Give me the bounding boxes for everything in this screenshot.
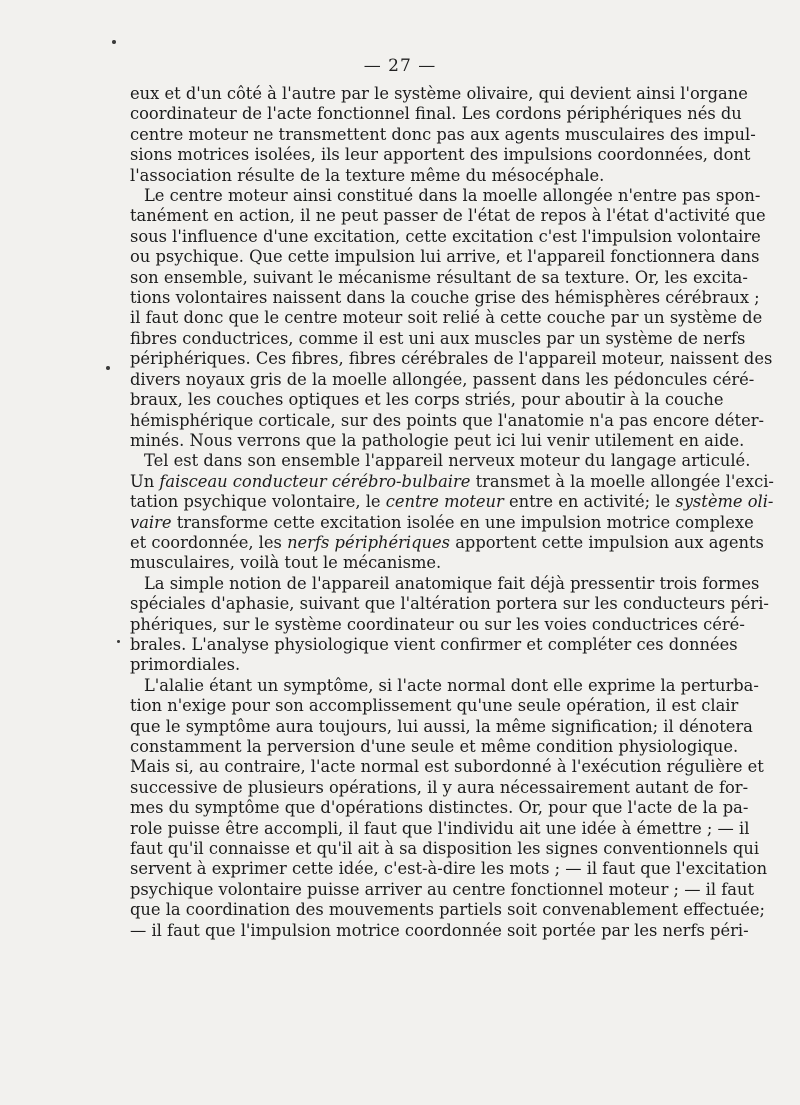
text-run: transforme cette excitation isolée en une impulsion motrice complexe — [171, 512, 754, 532]
text-run: Un — [130, 471, 160, 491]
italic-term: nerfs périphériques — [287, 532, 451, 552]
text-line: périphériques. Ces fibres, fibres cérébrales de l'appareil moteur, naissent des — [130, 349, 773, 369]
text-line: son ensemble, suivant le mécanisme résultant de sa texture. Or, les excita- — [130, 267, 748, 287]
text-line — [130, 451, 751, 471]
text-line: divers noyaux gris de la moelle allongée, passent dans les pédoncules céré- — [130, 369, 755, 389]
text-line: eux et d'un côté à l'autre par le système olivaire, qui devient ainsi l'organe — [130, 84, 748, 103]
text-line: Le centre moteur ainsi constitué dans la moelle allongée n'entre pas spon- — [144, 186, 761, 206]
text-line: role puisse être accompli, il faut que l'individu ait une idée à émettre ; — il — [130, 818, 750, 838]
text-line: psychique volontaire puisse arriver au centre fonctionnel moteur ; — il faut — [130, 879, 755, 899]
italic-term: système oli- — [675, 492, 774, 512]
italic-term: vaire — [130, 512, 172, 532]
text-line: Mais si, au contraire, l'acte normal est subordonné à l'exécution régulière et — [130, 757, 764, 777]
text-line: hémisphérique corticale, sur des points que l'anatomie n'a pas encore déter- — [130, 410, 764, 430]
text-line: phériques, sur le système coordinateur ou sur les voies conductrices céré- — [130, 614, 745, 634]
text-line: brales. L'analyse physiologique vient confirmer et compléter ces données — [130, 634, 738, 654]
text-line: tions volontaires naissent dans la couche grise des hémisphères cérébraux ; — [130, 288, 760, 308]
page-number: — 27 — — [363, 56, 437, 76]
italic-term: centre moteur — [385, 492, 504, 512]
text-line: L'alalie étant un symptôme, si l'acte normal dont elle exprime la perturba- — [144, 675, 759, 695]
text-run: apportent cette impulsion aux agents — [450, 532, 764, 552]
text-line: l'association résulte de la texture même du mésocéphale. — [130, 165, 605, 185]
text-line — [130, 532, 764, 553]
paragraph — [130, 84, 756, 186]
text-run: entre en activité; le — [503, 492, 676, 512]
text-line: que le symptôme aura toujours, lui aussi, la même signification; il dénotera — [130, 716, 753, 736]
text-line: fibres conductrices, comme il est uni aux muscles par un système de nerfs — [130, 328, 746, 348]
margin-dot — [106, 366, 110, 370]
text-run: musculaires, voilà tout le mécanisme. — [130, 553, 442, 573]
paragraph — [130, 675, 768, 941]
text-line: centre moteur ne transmettent donc pas aux agents musculaires des impul- — [130, 124, 756, 144]
text-line — [130, 512, 754, 533]
text-line: La simple notion de l'appareil anatomique fait déjà pressentir trois formes — [144, 573, 760, 593]
text-line: il faut donc que le centre moteur soit relié à cette couche par un système de — [130, 308, 763, 328]
text-line: que la coordination des mouvements partiels soit convenablement effectuée; — [130, 900, 765, 920]
text-line: constamment la perversion d'une seule et même condition physiologique. — [130, 737, 739, 756]
text-run: et coordonnée, les — [130, 532, 288, 552]
text-line: sous l'influence d'une excitation, cette excitation c'est l'impulsion volontaire — [130, 226, 761, 246]
text-line: servent à exprimer cette idée, c'est-à-dire les mots ; — il faut que l'excitation — [130, 859, 768, 879]
text-line: — il faut que l'impulsion motrice coordonnée soit portée par les nerfs péri- — [130, 920, 749, 940]
text-line — [130, 553, 692, 573]
text-line: minés. Nous verrons que la pathologie peut ici lui venir utilement en aide. — [130, 430, 745, 450]
text-run: transmet à la moelle allongée l'exci- — [470, 471, 774, 491]
margin-dot — [117, 640, 120, 643]
paragraph — [130, 186, 773, 451]
text-run: tation psychique volontaire, le — [130, 492, 386, 512]
text-line: sions motrices isolées, ils leur apportent des impulsions coordonnées, dont — [130, 145, 751, 165]
text-line — [130, 492, 774, 512]
italic-term: faisceau conducteur cérébro-bulbaire — [159, 471, 471, 491]
text-line: spéciales d'aphasie, suivant que l'altération portera sur les conducteurs péri- — [130, 594, 769, 614]
text-line: successive de plusieurs opérations, il y aura nécessairement autant de for- — [130, 777, 749, 797]
text-line: tion n'exige pour son accomplissement qu'une seule opération, il est clair — [130, 696, 739, 716]
text-line: coordinateur de l'acte fonctionnel final. Les cordons périphériques nés du — [130, 104, 742, 124]
text-line: faut qu'il connaisse et qu'il ait à sa disposition les signes conventionnels qui — [130, 839, 760, 859]
body-text — [130, 84, 774, 941]
paragraph — [130, 573, 769, 676]
text-line — [130, 471, 774, 492]
text-line: tanément en action, il ne peut passer de l'état de repos à l'état d'activité que — [130, 206, 766, 226]
text-line: mes du symptôme que d'opérations distinctes. Or, pour que l'acte de la pa- — [130, 798, 749, 818]
text-line: ou psychique. Que cette impulsion lui arrive, et l'appareil fonctionnera dans — [130, 247, 760, 267]
text-line: primordiales. — [130, 655, 241, 675]
text-line: braux, les couches optiques et les corps striés, pour aboutir à la couche — [130, 390, 724, 410]
paragraph — [130, 451, 774, 573]
margin-dot — [112, 40, 116, 44]
text-run: Tel est dans son ensemble l'appareil nerveux moteur du langage articulé. — [144, 451, 751, 471]
